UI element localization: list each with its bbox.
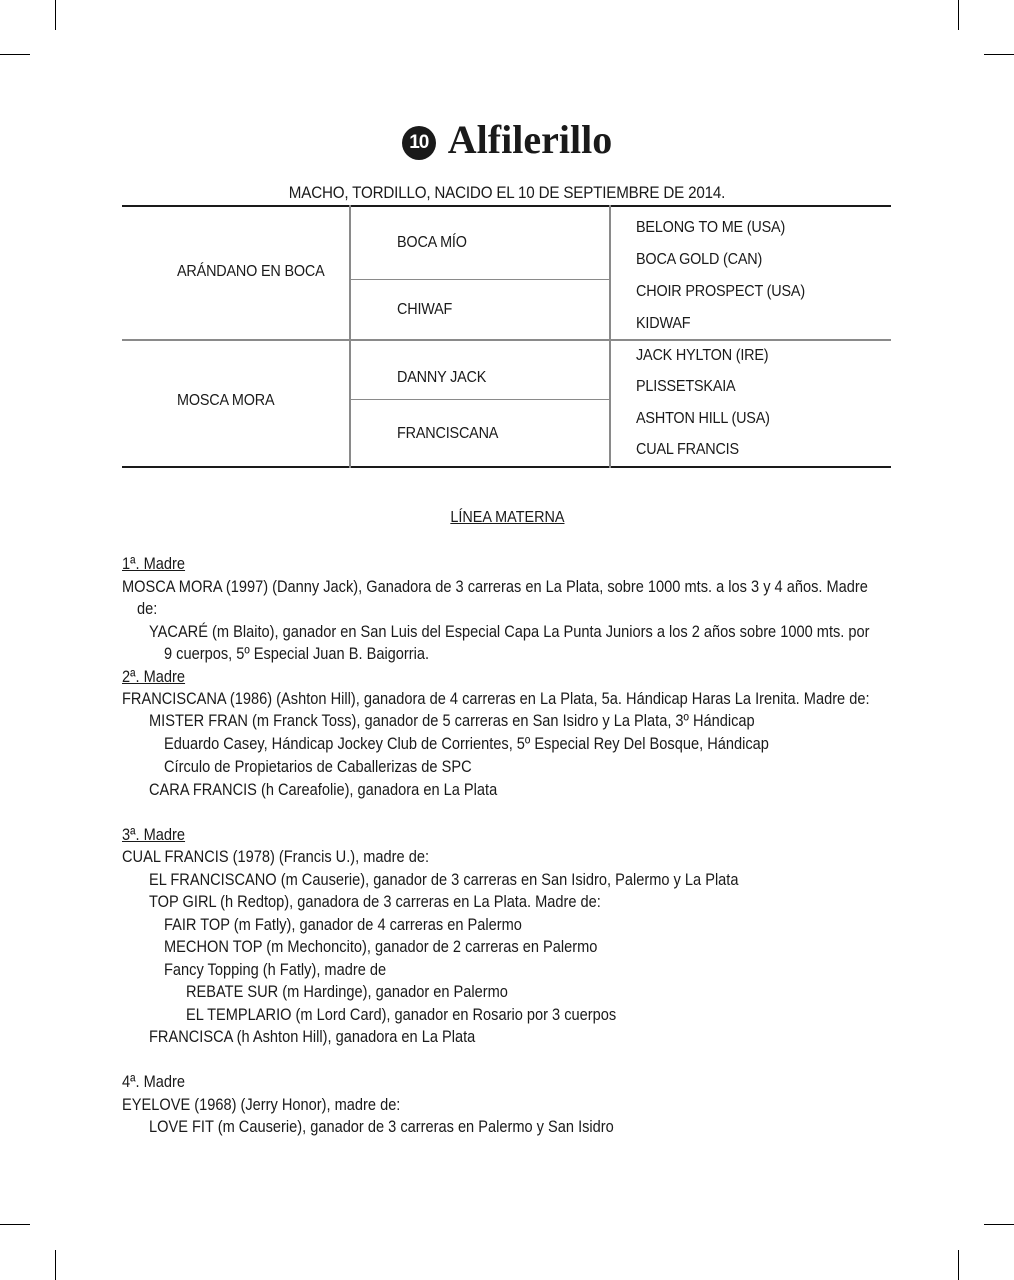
sire-dam: CHIWAF (397, 301, 453, 318)
dam-entry-cont: de: (137, 600, 158, 618)
section-title: LÍNEA MATERNA (449, 509, 565, 526)
generation-heading: 4ª. Madre (122, 1073, 186, 1091)
table-mid-rule (122, 339, 891, 341)
dam-entry: FRANCISCANA (1986) (Ashton Hill), ganadora de 4 carreras en La Plata, 5a. Hándicap Haras La Irenita. Madre de: (122, 690, 870, 708)
generation-heading: 1ª. Madre (122, 555, 186, 573)
horse-description: MACHO, TORDILLO, NACIDO EL 10 DE SEPTIEMBRE DE 2014. (288, 184, 726, 202)
crop-mark (984, 54, 1014, 55)
ancestor-gen3: CHOIR PROSPECT (USA) (636, 283, 805, 300)
crop-mark (55, 1250, 56, 1280)
table-col-divider (609, 205, 611, 468)
ancestor-gen3: BELONG TO ME (USA) (636, 219, 786, 236)
generation-heading: 2ª. Madre (122, 668, 186, 686)
pedigree-table (122, 205, 891, 468)
ancestor-gen3: ASHTON HILL (USA) (636, 410, 770, 427)
ancestor-gen3: BOCA GOLD (CAN) (636, 251, 763, 268)
grand-offspring-entry: FAIR TOP (m Fatly), ganador de 4 carreras en Palermo (164, 916, 522, 934)
offspring-entry-cont: Círculo de Propietarios de Caballerizas de SPC (164, 758, 472, 776)
dam-entry: EYELOVE (1968) (Jerry Honor), madre de: (122, 1096, 401, 1114)
offspring-entry: TOP GIRL (h Redtop), ganadora de 3 carreras en La Plata. Madre de: (149, 893, 601, 911)
dam-entry: MOSCA MORA (1997) (Danny Jack), Ganadora de 3 carreras en La Plata, sobre 1000 mts. a los 3 y 4 años. Madre (122, 578, 868, 596)
crop-mark (0, 1224, 30, 1225)
great-grand-offspring-entry: EL TEMPLARIO (m Lord Card), ganador en Rosario por 3 cuerpos (186, 1006, 617, 1024)
generation-heading: 3ª. Madre (122, 826, 186, 844)
entry-number-badge: 10 (402, 126, 436, 160)
table-row-divider (349, 399, 611, 400)
horse-name: Alfilerillo (447, 117, 613, 162)
table-bottom-rule (122, 466, 891, 468)
page-title (0, 116, 1014, 163)
offspring-entry: YACARÉ (m Blaito), ganador en San Luis del Especial Capa La Punta Juniors a los 2 años sobre 1000 mts. por (149, 623, 870, 641)
crop-mark (55, 0, 56, 30)
table-col-divider (349, 205, 351, 468)
offspring-entry: MISTER FRAN (m Franck Toss), ganador de 5 carreras en San Isidro y La Plata, 3º Hándicap (149, 712, 755, 730)
offspring-entry-cont: Eduardo Casey, Hándicap Jockey Club de Corrientes, 5º Especial Rey Del Bosque, Hándicap (164, 735, 769, 753)
sire: ARÁNDANO EN BOCA (177, 263, 325, 280)
dam-dam: FRANCISCANA (397, 425, 499, 442)
dam-sire: DANNY JACK (397, 369, 487, 386)
ancestor-gen3: KIDWAF (636, 315, 691, 332)
dam-entry: CUAL FRANCIS (1978) (Francis U.), madre de: (122, 848, 430, 866)
crop-mark (958, 1250, 959, 1280)
offspring-entry: EL FRANCISCANO (m Causerie), ganador de 3 carreras en San Isidro, Palermo y La Plata (149, 871, 739, 889)
offspring-entry-cont: 9 cuerpos, 5º Especial Juan B. Baigorria. (164, 645, 430, 663)
grand-offspring-entry: Fancy Topping (h Fatly), madre de (164, 961, 387, 979)
grand-offspring-entry: MECHON TOP (m Mechoncito), ganador de 2 carreras en Palermo (164, 938, 598, 956)
crop-mark (958, 0, 959, 30)
offspring-entry: CARA FRANCIS (h Careafolie), ganadora en La Plata (149, 781, 498, 799)
great-grand-offspring-entry: REBATE SUR (m Hardinge), ganador en Palermo (186, 983, 508, 1001)
ancestor-gen3: JACK HYLTON (IRE) (636, 347, 769, 364)
offspring-entry: FRANCISCA (h Ashton Hill), ganadora en La Plata (149, 1028, 476, 1046)
crop-mark (0, 54, 30, 55)
sire-sire: BOCA MÍO (397, 234, 467, 251)
offspring-entry: LOVE FIT (m Causerie), ganador de 3 carreras en Palermo y San Isidro (149, 1118, 614, 1136)
ancestor-gen3: CUAL FRANCIS (636, 441, 739, 458)
table-top-rule (122, 205, 891, 207)
crop-mark (984, 1224, 1014, 1225)
table-row-divider (349, 279, 611, 280)
ancestor-gen3: PLISSETSKAIA (636, 378, 736, 395)
dam: MOSCA MORA (177, 392, 275, 409)
